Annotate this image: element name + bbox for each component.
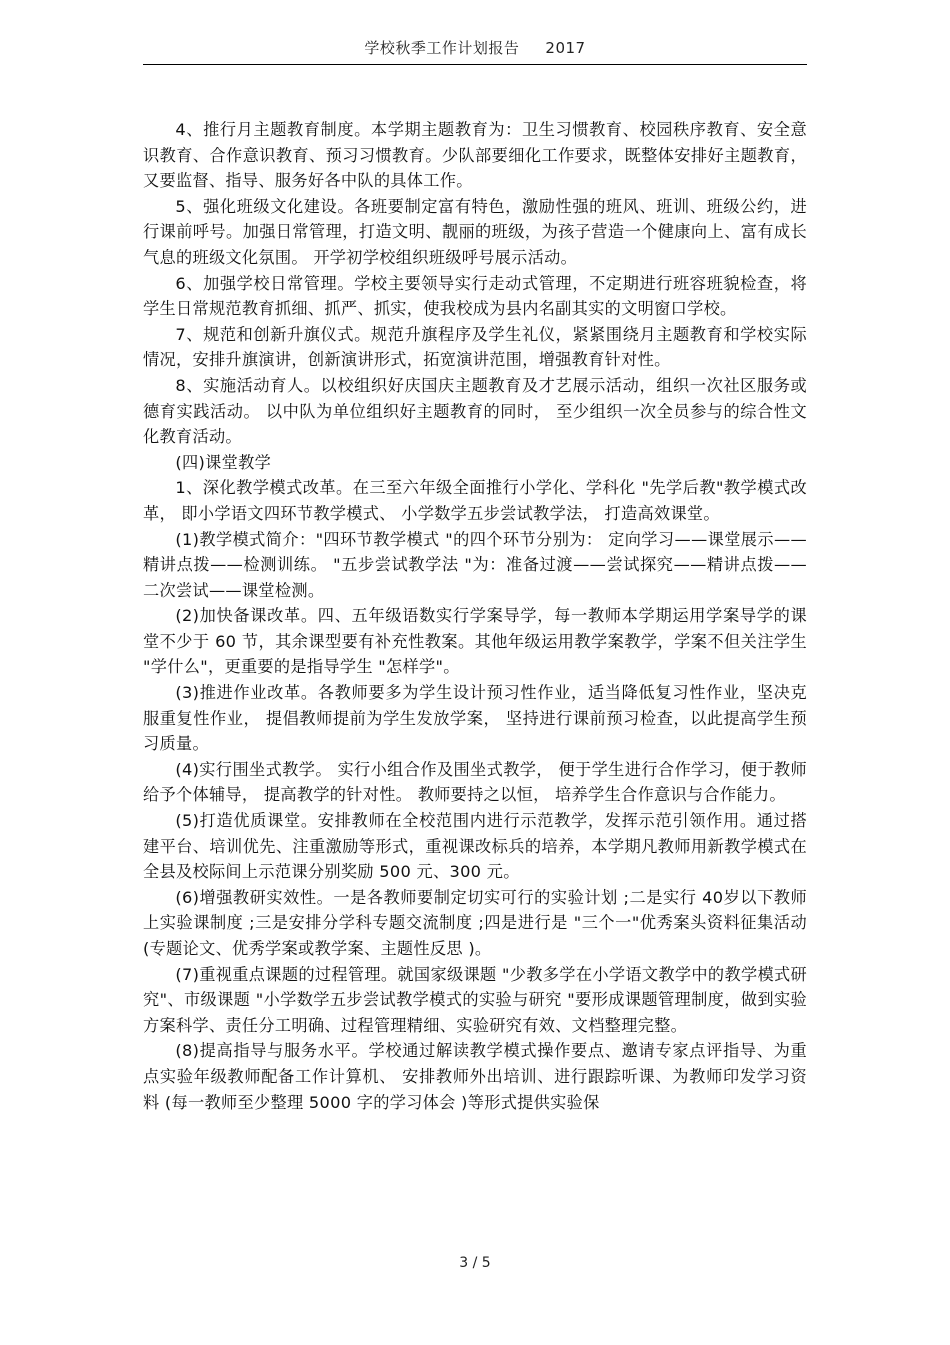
paragraph-teaching-1-6: (6)增强教研实效性。一是各教师要制定切实可行的实验计划 ;二是实行 40岁以下教师上实验课制度 ;三是安排分学科专题交流制度 ;四是进行是 "三个一"优秀案头资料征集活动 (专题论文、优秀学案或教学案、主题性反思 )。 <box>143 887 807 958</box>
paragraph-item-5: 5、强化班级文化建设。各班要制定富有特色，激励性强的班风、班训、班级公约，进行课前呼号。加强日常管理，打造文明、靓丽的班级，为孩子营造一个健康向上、富有成长气息的班级文化氛围。 开学初学校组织班级呼号展示活动。 <box>143 196 807 267</box>
paragraph-teaching-1: 1、深化教学模式改革。在三至六年级全面推行小学化、学科化 "先学后教"教学模式改革， 即小学语文四环节教学模式、 小学数学五步尝试教学法， 打造高效课堂。 <box>143 478 807 523</box>
paragraph-teaching-1-3: (3)推进作业改革。各教师要多为学生设计预习性作业，适当降低复习性作业，坚决克服重复性作业， 提倡教师提前为学生发放学案， 坚持进行课前预习检查，以此提高学生预习质量。 <box>143 683 807 754</box>
paragraph-item-7: 7、规范和创新升旗仪式。规范升旗程序及学生礼仪，紧紧围绕月主题教育和学校实际情况，安排升旗演讲，创新演讲形式，拓宽演讲范围，增强教育针对性。 <box>143 324 807 370</box>
header-year: 2017 <box>545 39 586 57</box>
header-title: 学校秋季工作计划报告 <box>364 39 520 57</box>
paragraph-teaching-1-7: (7)重视重点课题的过程管理。就国家级课题 "少教多学在小学语文教学中的教学模式研究"、市级课题 "小学数学五步尝试教学模式的实验与研究 "要形成课题管理制度，做到实验方案科学、责任分工明确、过程管理精细、实验研究有效、文档整理完整。 <box>143 964 807 1035</box>
paragraph-item-4: 4、推行月主题教育制度。本学期主题教育为：卫生习惯教育、校园秩序教育、安全意识教育、合作意识教育、预习习惯教育。少队部要细化工作要求，既整体安排好主题教育，又要监督、指导、服务好各中队的具体工作。 <box>143 120 807 191</box>
paragraph-teaching-1-5: (5)打造优质课堂。安排教师在全校范围内进行示范教学，发挥示范引领作用。通过搭建平台、培训优先、注重激励等形式，重视课改标兵的培养，本学期凡教师用新教学模式在全县及校际间上示范课分别奖励 500 元、300 元。 <box>143 811 807 882</box>
section-heading-classroom-teaching: (四)课堂教学 <box>175 452 272 472</box>
page-header <box>143 36 807 65</box>
paragraph-item-6: 6、加强学校日常管理。学校主要领导实行走动式管理，不定期进行班容班貌检查，将学生日常规范教育抓细、抓严、抓实，使我校成为县内名副其实的文明窗口学校。 <box>143 273 807 319</box>
page-number: 3 / 5 <box>459 1255 491 1271</box>
paragraph-teaching-1-1: (1)教学模式简介："四环节教学模式 "的四个环节分别为： 定向学习——课堂展示——精讲点拨——检测训练。 "五步尝试教学法 "为：准备过渡——尝试探究——精讲点拨——二次尝试——课堂检测。 <box>143 529 807 600</box>
document-body <box>143 117 807 1115</box>
paragraph-teaching-1-4: (4)实行围坐式教学。 实行小组合作及围坐式教学， 便于学生进行合作学习，便于教师给予个体辅导， 提高教学的针对性。 教师要持之以恒， 培养学生合作意识与合作能力。 <box>143 759 807 805</box>
paragraph-item-8: 8、实施活动育人。以校组织好庆国庆主题教育及才艺展示活动，组织一次社区服务或德育实践活动。 以中队为单位组织好主题教育的同时， 至少组织一次全员参与的综合性文化教育活动。 <box>143 375 807 447</box>
paragraph-teaching-1-8: (8)提高指导与服务水平。学校通过解读教学模式操作要点、邀请专家点评指导、为重点实验年级教师配备工作计算机、 安排教师外出培训、进行跟踪听课、为教师印发学习资料 (每一教师至少整理 5000 字的学习体会 )等形式提供实验保 <box>143 1041 807 1112</box>
paragraph-teaching-1-2: (2)加快备课改革。四、五年级语数实行学案导学，每一教师本学期运用学案导学的课堂不少于 60 节，其余课型要有补充性教案。其他年级运用教学案教学，学案不但关注学生 "学什么"，更重要的是指导学生 "怎样学"。 <box>143 606 807 677</box>
